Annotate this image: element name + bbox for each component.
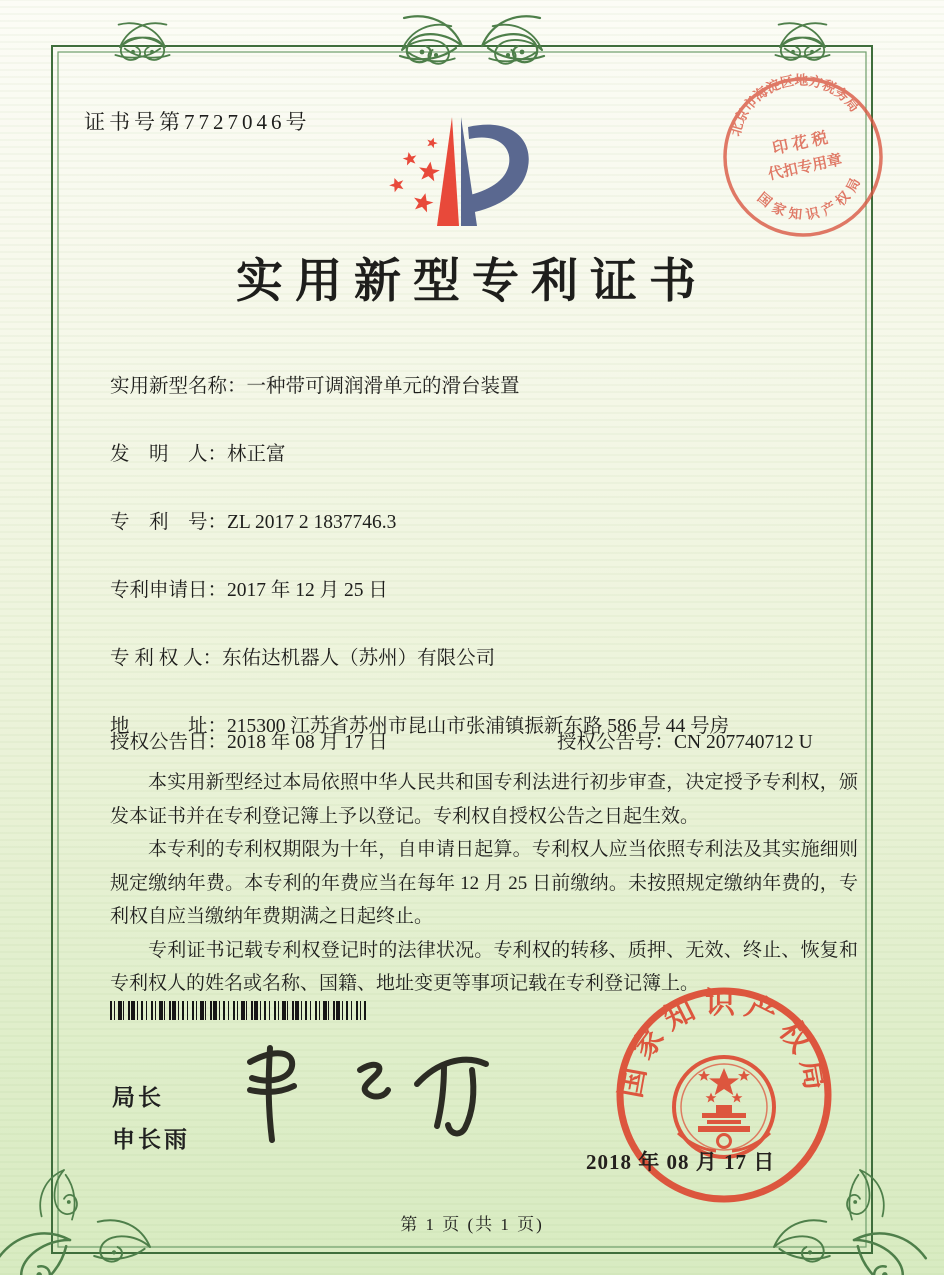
grant-row — [110, 726, 870, 754]
signature — [232, 1022, 512, 1157]
field-row-filing-date — [110, 574, 860, 602]
tax-stamp-arc-top: 北京市海淀区地方税务局 — [727, 72, 863, 138]
barcode — [110, 1001, 366, 1020]
tax-stamp-line2: 代扣专用章 — [766, 152, 844, 184]
field-label: 专 利 权 人： — [110, 648, 223, 669]
field-value: 一种带可调润滑单元的滑台装置 — [246, 376, 520, 397]
field-value: 林正富 — [227, 444, 286, 465]
commissioner-title: 局长 — [112, 1084, 164, 1110]
field-value: ZL 2017 2 1837746.3 — [227, 512, 397, 533]
field-list — [110, 370, 860, 778]
grant-number-label: 授权公告号： — [557, 732, 675, 753]
field-row-patent-no — [110, 506, 860, 534]
field-label: 发 明 人： — [110, 444, 228, 465]
tax-stamp — [702, 56, 904, 258]
certificate-title: 实用新型专利证书 — [236, 256, 708, 308]
tax-stamp-line1: 印 花 税 — [771, 129, 830, 158]
grant-date-value: 2018 年 08 月 17 日 — [227, 732, 388, 753]
legal-paragraph-2: 本专利的专利权期限为十年，自申请日起算。专利权人应当依照专利法及其实施细则规定缴纳年费。本专利的年费应当在每年 12 月 25 日前缴纳。未按照规定缴纳年费的，专利权自应当缴纳年费期满之日起终止。 — [110, 839, 858, 927]
seal-date: 2018 年 08 月 17 日 — [586, 1150, 776, 1174]
field-value: 2017 年 12 月 25 日 — [227, 580, 388, 601]
tax-stamp-arc-bottom: 国家知识产权局 — [754, 171, 866, 223]
field-label: 实用新型名称： — [110, 376, 247, 397]
commissioner-block — [112, 1076, 190, 1160]
page-footer: 第 1 页 (共 1 页) — [400, 1215, 544, 1234]
national-emblem-icon — [674, 1057, 774, 1157]
seal-arc-text: 国家知识产权局 — [614, 986, 834, 1101]
commissioner-name: 申长雨 — [112, 1126, 190, 1152]
field-row-inventor — [110, 438, 860, 466]
field-label: 地 址： — [110, 716, 228, 737]
grant-number-value: CN 207740712 U — [674, 732, 813, 753]
field-row-name — [110, 370, 860, 398]
legal-paragraph-3: 专利证书记载专利权登记时的法律状况。专利权的转移、质押、无效、终止、恢复和专利权人的姓名或名称、国籍、地址变更等事项记载在专利登记簿上。 — [110, 939, 858, 994]
legal-paragraph-1: 本实用新型经过本局依照中华人民共和国专利法进行初步审查，决定授予专利权，颁发本证书并在专利登记簿上予以登记。专利权自授权公告之日起生效。 — [110, 772, 858, 827]
grant-date-label: 授权公告日： — [110, 732, 228, 753]
field-value: 东佑达机器人（苏州）有限公司 — [222, 648, 496, 669]
field-label: 专 利 号： — [110, 512, 228, 533]
field-row-patentee — [110, 642, 860, 670]
cnipa-logo — [355, 93, 595, 233]
legal-text — [110, 766, 858, 1001]
field-value: 215300 江苏省苏州市昆山市张浦镇振新东路 586 号 44 号房 — [227, 716, 730, 737]
field-label: 专利申请日： — [110, 580, 228, 601]
certificate-number: 证书号第7727046号 — [84, 110, 311, 134]
